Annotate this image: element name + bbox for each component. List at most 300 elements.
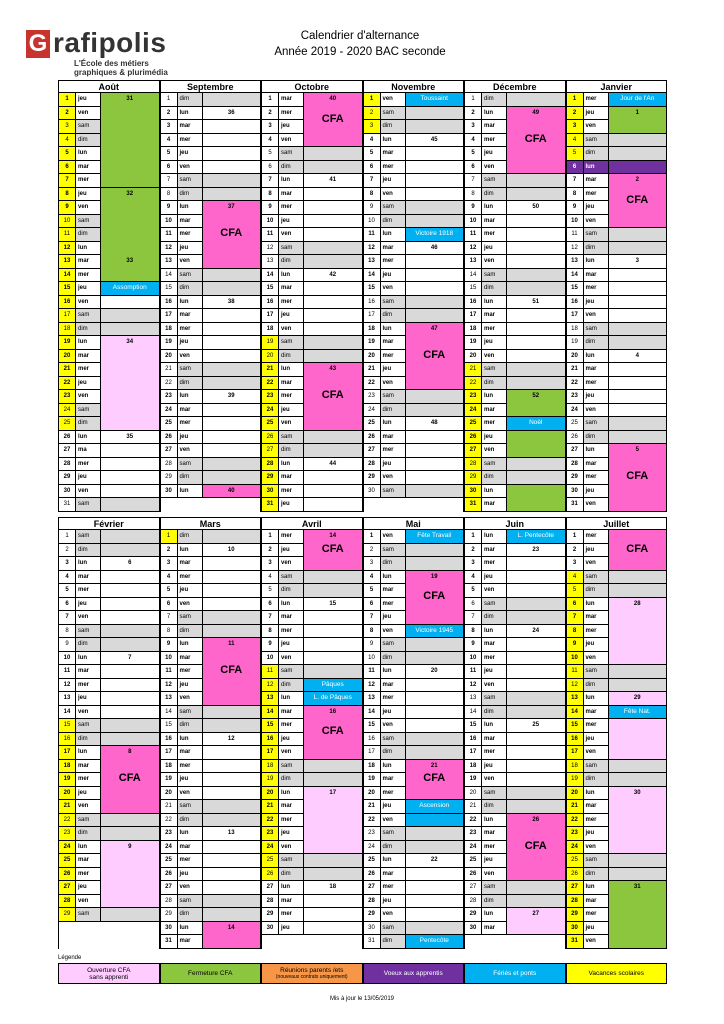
day-row: [262, 625, 362, 639]
day-row: [161, 161, 261, 175]
day-event-cell: [304, 323, 362, 336]
day-of-week: ven: [178, 881, 203, 894]
cfa-period: [507, 814, 565, 881]
holiday-label: [507, 417, 565, 430]
day-of-week: lun: [178, 390, 203, 403]
day-row: [161, 444, 261, 458]
day-number: 24: [262, 404, 279, 417]
day-number: 9: [161, 638, 178, 651]
day-number: 29: [161, 908, 178, 921]
day-number: 12: [262, 679, 279, 692]
day-row: [364, 269, 464, 283]
day-number: 29: [465, 471, 482, 484]
day-of-week: mar: [584, 611, 609, 624]
day-of-week: lun: [279, 787, 304, 800]
day-row: [161, 625, 261, 639]
day-of-week: jeu: [381, 611, 406, 624]
day-of-week: dim: [76, 733, 101, 746]
day-row: [59, 638, 159, 652]
holiday-text: Assomption: [112, 284, 147, 291]
day-row: [161, 706, 261, 720]
day-event-cell: [203, 706, 261, 719]
day-event-cell: [609, 282, 667, 295]
day-number: 14: [262, 269, 279, 282]
day-of-week: jeu: [279, 404, 304, 417]
day-number: 4: [262, 571, 279, 584]
day-of-week: lun: [584, 692, 609, 705]
day-number: 1: [59, 93, 76, 106]
day-row: [364, 881, 464, 895]
day-number: 12: [161, 242, 178, 255]
day-of-week: ven: [381, 530, 406, 543]
day-number: 5: [59, 584, 76, 597]
day-of-week: mer: [279, 814, 304, 827]
cfa-label: CFA: [626, 193, 649, 206]
day-event-cell: [304, 336, 362, 349]
day-of-week: sam: [76, 215, 101, 228]
day-number: 28: [364, 458, 381, 471]
day-number: 28: [567, 895, 584, 908]
month-header-août: Août: [58, 80, 160, 93]
day-of-week: lun: [381, 323, 406, 336]
day-of-week: lun: [76, 841, 101, 854]
day-of-week: jeu: [279, 733, 304, 746]
day-number: 27: [59, 444, 76, 457]
day-of-week: sam: [279, 431, 304, 444]
day-of-week: ven: [381, 814, 406, 827]
day-event-cell: [203, 336, 261, 349]
day-event-cell: [304, 228, 362, 241]
day-event-cell: [507, 282, 565, 295]
day-row: [59, 679, 159, 693]
day-row: [364, 458, 464, 472]
day-number: 19: [161, 336, 178, 349]
day-number: 10: [59, 652, 76, 665]
day-row: [465, 228, 565, 242]
legend-vacances: Vacances scolaires: [566, 963, 668, 984]
day-row: [465, 363, 565, 377]
day-of-week: dim: [482, 471, 507, 484]
day-of-week: dim: [482, 282, 507, 295]
day-of-week: dim: [482, 611, 507, 624]
day-number: 21: [567, 800, 584, 813]
holiday-label: [406, 625, 464, 638]
day-of-week: ven: [584, 404, 609, 417]
day-number: 15: [262, 719, 279, 732]
day-row: [465, 188, 565, 202]
week-span: [609, 350, 667, 363]
week-span: [203, 107, 261, 120]
day-of-week: sam: [584, 571, 609, 584]
day-number: 5: [567, 147, 584, 160]
day-number: 8: [59, 188, 76, 201]
week-number: 51: [532, 298, 540, 305]
day-of-week: lun: [178, 922, 203, 935]
day-row: [161, 571, 261, 585]
day-of-week: mar: [178, 557, 203, 570]
day-number: 15: [465, 282, 482, 295]
day-number: 12: [364, 242, 381, 255]
day-of-week: dim: [279, 444, 304, 457]
day-number: 12: [364, 679, 381, 692]
day-row: [59, 665, 159, 679]
day-of-week: ven: [584, 935, 609, 948]
week-number: 43: [329, 366, 337, 372]
day-number: 29: [262, 471, 279, 484]
day-row: [59, 530, 159, 544]
day-number: 25: [364, 854, 381, 867]
day-row: [161, 854, 261, 868]
day-number: 13: [567, 255, 584, 268]
holiday-text: L. de Pâques: [313, 694, 352, 701]
day-of-week: ven: [76, 201, 101, 214]
day-number: 20: [567, 350, 584, 363]
day-row: [161, 363, 261, 377]
week-number: 48: [430, 420, 438, 426]
day-number: 1: [262, 530, 279, 543]
day-event-cell: [406, 107, 464, 120]
day-event-cell: [406, 201, 464, 214]
logo-word: rafipolis: [53, 27, 167, 58]
day-event-cell: [507, 377, 565, 390]
day-row: [59, 471, 159, 485]
day-of-week: jeu: [482, 760, 507, 773]
day-row: [262, 431, 362, 445]
legend-ouverture: Ouverture CFA sans apprenti: [58, 963, 160, 984]
day-of-week: mar: [381, 336, 406, 349]
day-of-week: mar: [178, 120, 203, 133]
day-number: 4: [364, 571, 381, 584]
day-number: 22: [465, 814, 482, 827]
week-span: [507, 908, 565, 934]
day-of-week: jeu: [178, 868, 203, 881]
day-row: [465, 800, 565, 814]
day-number: 11: [262, 665, 279, 678]
day-row: [161, 557, 261, 571]
day-number: 15: [59, 719, 76, 732]
day-row: [59, 444, 159, 458]
day-event-cell: [304, 611, 362, 624]
day-of-week: ven: [381, 282, 406, 295]
holiday-text: Fête Travail: [417, 532, 452, 539]
day-of-week: sam: [279, 854, 304, 867]
day-row: [262, 296, 362, 310]
day-row: [262, 282, 362, 296]
day-of-week: jeu: [279, 922, 304, 935]
day-number: 3: [364, 120, 381, 133]
day-of-week: lun: [279, 458, 304, 471]
week-number: 17: [329, 789, 337, 796]
day-row: [262, 611, 362, 625]
day-event-cell: [406, 282, 464, 295]
day-of-week: lun: [279, 692, 304, 705]
day-number: 9: [465, 201, 482, 214]
day-of-week: dim: [584, 773, 609, 786]
day-of-week: jeu: [482, 336, 507, 349]
day-event-cell: [507, 787, 565, 800]
week-span: [507, 719, 565, 732]
day-of-week: mer: [279, 485, 304, 498]
day-event-cell: [406, 431, 464, 444]
day-of-week: jeu: [178, 242, 203, 255]
day-event-cell: [203, 908, 261, 921]
day-event-cell: [507, 746, 565, 759]
day-of-week: ven: [584, 309, 609, 322]
day-of-week: mer: [178, 323, 203, 336]
day-of-week: ven: [584, 498, 609, 511]
day-row: [161, 598, 261, 612]
day-number: 11: [59, 228, 76, 241]
day-of-week: dim: [76, 417, 101, 430]
day-number: 21: [161, 800, 178, 813]
month-column-septembre: [160, 93, 262, 512]
day-of-week: lun: [584, 350, 609, 363]
holiday-label: [406, 530, 464, 543]
day-row: [567, 431, 667, 445]
day-row: [364, 706, 464, 720]
day-of-week: jeu: [584, 201, 609, 214]
day-number: 7: [59, 611, 76, 624]
day-number: 28: [59, 458, 76, 471]
day-of-week: mar: [279, 706, 304, 719]
day-row: [364, 147, 464, 161]
day-number: 15: [465, 719, 482, 732]
week-span: [304, 174, 362, 187]
day-of-week: lun: [381, 854, 406, 867]
month-header-juin: Juin: [464, 517, 566, 530]
day-event-cell: [304, 922, 362, 935]
day-number: 17: [465, 746, 482, 759]
day-of-week: ven: [279, 557, 304, 570]
day-row: [465, 269, 565, 283]
day-row: [59, 611, 159, 625]
day-number: 29: [59, 471, 76, 484]
day-of-week: jeu: [178, 336, 203, 349]
day-of-week: ven: [178, 787, 203, 800]
day-number: 5: [567, 584, 584, 597]
day-number: 11: [161, 665, 178, 678]
day-number: 13: [59, 692, 76, 705]
day-number: 8: [567, 625, 584, 638]
day-event-cell: [507, 323, 565, 336]
day-number: 4: [567, 571, 584, 584]
day-event-cell: [101, 625, 159, 638]
day-of-week: mar: [482, 638, 507, 651]
day-number: 19: [567, 336, 584, 349]
day-number: 8: [567, 188, 584, 201]
week-number: 24: [532, 627, 540, 634]
day-number: 30: [465, 922, 482, 935]
day-event-cell: [203, 787, 261, 800]
day-number: 30: [364, 922, 381, 935]
day-number: 3: [567, 557, 584, 570]
day-of-week: mar: [381, 868, 406, 881]
day-event-cell: [406, 895, 464, 908]
day-of-week: mar: [279, 188, 304, 201]
week-span: [507, 544, 565, 557]
day-event-cell: [507, 458, 565, 471]
week-span: [507, 431, 565, 457]
cfa-label: CFA: [321, 112, 344, 125]
day-number: 11: [161, 228, 178, 241]
week-number: 8: [128, 749, 132, 755]
month-column-novembre: [363, 93, 465, 512]
day-row: [364, 841, 464, 855]
day-row: [364, 557, 464, 571]
day-number: 30: [567, 485, 584, 498]
day-row: [161, 174, 261, 188]
day-number: 24: [161, 841, 178, 854]
day-of-week: dim: [178, 93, 203, 106]
day-number: 8: [465, 625, 482, 638]
day-event-cell: [406, 638, 464, 651]
day-of-week: ven: [178, 598, 203, 611]
day-of-week: mar: [178, 215, 203, 228]
day-event-cell: [609, 431, 667, 444]
day-row: [465, 242, 565, 256]
month-column-février: [58, 530, 160, 949]
day-number: 25: [364, 417, 381, 430]
day-number: 2: [161, 107, 178, 120]
day-event-cell: [203, 282, 261, 295]
day-event-cell: [406, 733, 464, 746]
day-row: [262, 201, 362, 215]
day-of-week: sam: [381, 485, 406, 498]
day-of-week: lun: [482, 625, 507, 638]
day-number: 14: [567, 269, 584, 282]
day-of-week: lun: [76, 652, 101, 665]
day-number: 6: [465, 598, 482, 611]
day-event-cell: [101, 498, 159, 511]
day-row: [364, 652, 464, 666]
day-of-week: lun: [178, 638, 203, 651]
day-event-cell: [507, 733, 565, 746]
day-row: [161, 323, 261, 337]
day-of-week: dim: [76, 544, 101, 557]
day-number: 1: [161, 530, 178, 543]
day-row: [59, 598, 159, 612]
day-number: 29: [465, 908, 482, 921]
day-of-week: mer: [178, 228, 203, 241]
day-of-week: lun: [381, 417, 406, 430]
day-row: [465, 746, 565, 760]
month-header-juillet: Juillet: [566, 517, 668, 530]
day-event-cell: [304, 584, 362, 597]
month-column-juillet: [566, 530, 668, 949]
day-number: 27: [262, 444, 279, 457]
week-number: 13: [227, 830, 235, 836]
week-span: [304, 787, 362, 854]
day-number: 5: [465, 147, 482, 160]
day-of-week: sam: [76, 625, 101, 638]
day-of-week: sam: [76, 498, 101, 511]
month-header-février: Février: [58, 517, 160, 530]
day-of-week: dim: [178, 625, 203, 638]
day-event-cell: [507, 188, 565, 201]
day-event-cell: [507, 336, 565, 349]
day-of-week: dim: [584, 679, 609, 692]
day-of-week: mar: [482, 498, 507, 511]
day-number: 3: [161, 120, 178, 133]
day-number: 28: [262, 895, 279, 908]
day-event-cell: [101, 309, 159, 322]
day-event-cell: [609, 269, 667, 282]
day-row: [59, 498, 159, 512]
day-of-week: mer: [381, 692, 406, 705]
day-row: [59, 296, 159, 310]
month-header-avril: Avril: [261, 517, 363, 530]
day-number: 7: [161, 611, 178, 624]
day-of-week: jeu: [76, 93, 101, 106]
top-month-headers: [58, 80, 667, 93]
day-row: [364, 827, 464, 841]
month-column-janvier: [566, 93, 668, 512]
cfa-period: [507, 107, 565, 174]
day-number: 16: [59, 733, 76, 746]
day-of-week: sam: [279, 147, 304, 160]
day-event-cell: [507, 557, 565, 570]
day-number: 6: [161, 161, 178, 174]
day-of-week: mer: [482, 841, 507, 854]
week-number: 31: [633, 884, 641, 890]
day-event-cell: [406, 147, 464, 160]
day-of-week: sam: [482, 787, 507, 800]
day-event-cell: [203, 458, 261, 471]
day-event-cell: [609, 323, 667, 336]
day-event-cell: [304, 350, 362, 363]
day-event-cell: [101, 458, 159, 471]
day-event-cell: [406, 841, 464, 854]
day-event-cell: [406, 458, 464, 471]
day-number: 23: [59, 827, 76, 840]
day-row: [364, 485, 464, 499]
day-of-week: mer: [482, 417, 507, 430]
day-number: 6: [465, 161, 482, 174]
day-number: 20: [364, 787, 381, 800]
day-event-cell: [203, 404, 261, 417]
day-number: 5: [59, 147, 76, 160]
day-of-week: lun: [279, 269, 304, 282]
week-span: [609, 161, 667, 174]
day-number: 2: [262, 544, 279, 557]
day-number: 12: [59, 679, 76, 692]
day-row: [262, 215, 362, 229]
day-number: 10: [567, 652, 584, 665]
day-of-week: mer: [76, 868, 101, 881]
day-event-cell: [406, 485, 464, 498]
day-event-cell: [406, 827, 464, 840]
week-number: 36: [227, 109, 235, 116]
day-number: 8: [59, 625, 76, 638]
day-number: 26: [262, 431, 279, 444]
day-of-week: dim: [279, 161, 304, 174]
day-row: [465, 895, 565, 909]
day-event-cell: [304, 431, 362, 444]
day-number: 12: [567, 679, 584, 692]
day-number: 17: [262, 309, 279, 322]
day-of-week: mar: [381, 679, 406, 692]
day-row: [364, 444, 464, 458]
day-of-week: mer: [381, 444, 406, 457]
day-number: 24: [364, 841, 381, 854]
day-of-week: mar: [76, 665, 101, 678]
week-number: 20: [430, 668, 438, 674]
day-number: 21: [364, 800, 381, 813]
day-number: 11: [364, 228, 381, 241]
day-number: 21: [161, 363, 178, 376]
cfa-period: [304, 530, 362, 570]
day-number: 19: [465, 336, 482, 349]
